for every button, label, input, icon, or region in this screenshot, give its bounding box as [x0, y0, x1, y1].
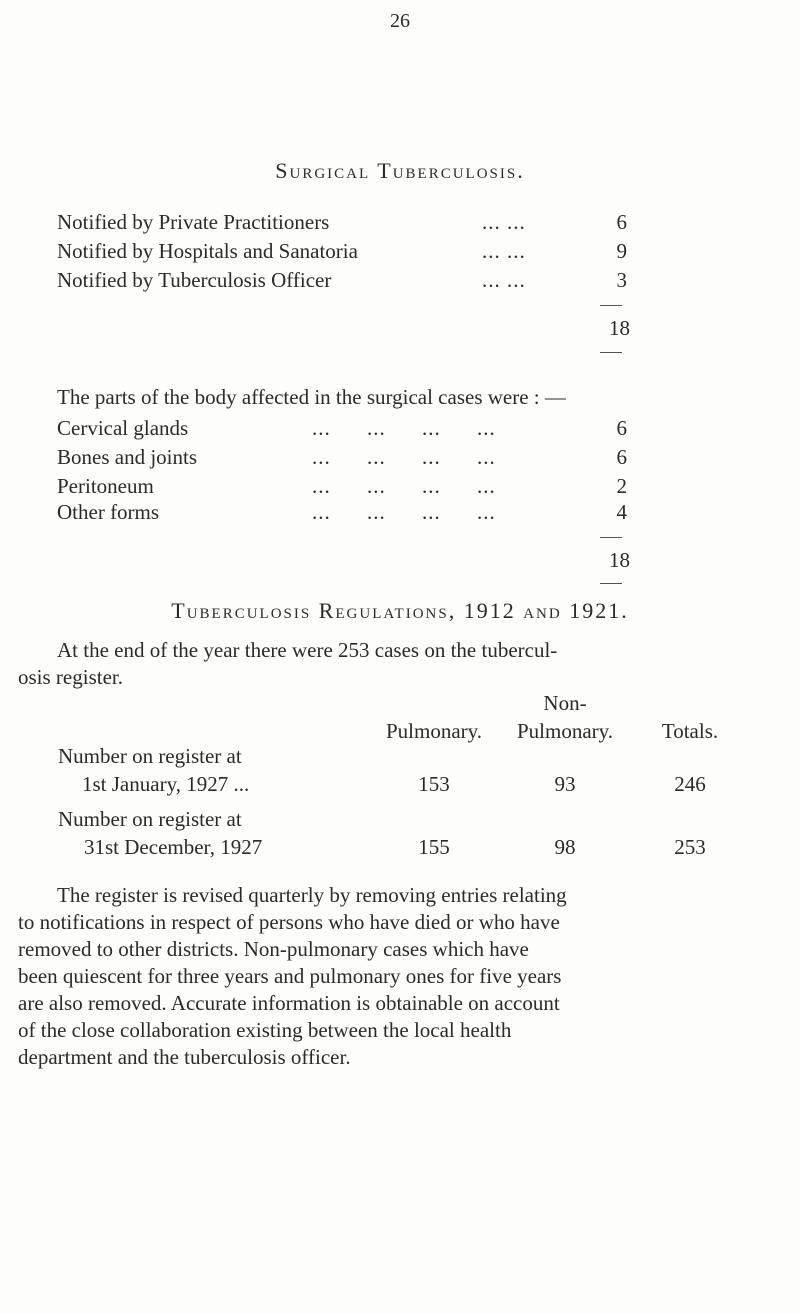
part-label: Peritoneum — [57, 474, 154, 498]
leader-dots: ... ... ... ... — [312, 474, 496, 498]
leader-dots: ... ... — [482, 268, 526, 292]
notified-value: 3 — [616, 268, 627, 292]
cell-total: 253 — [674, 835, 706, 859]
row-label: 1st January, 1927 ... — [82, 772, 250, 796]
part-value: 4 — [616, 500, 627, 524]
paragraph-line: removed to other districts. Non-pulmonary cases which have — [18, 937, 529, 961]
notified-value: 6 — [616, 210, 627, 234]
cell-pulmonary: 153 — [418, 772, 450, 796]
parts-intro: The parts of the body affected in the surgical cases were : — — [57, 385, 566, 409]
notified-label: Notified by Tuberculosis Officer — [57, 268, 332, 292]
paragraph-line: of the close collaboration existing between the local health — [18, 1018, 512, 1042]
header-non-pulmonary: Pulmonary. — [516, 719, 614, 743]
header-non: Non- — [543, 691, 587, 715]
sum-rule — [600, 537, 622, 538]
part-row — [57, 416, 627, 442]
part-row — [57, 474, 627, 500]
cell-pulmonary: 155 — [418, 835, 450, 859]
part-label: Other forms — [57, 500, 160, 524]
header-totals: Totals. — [661, 719, 719, 743]
part-row — [57, 445, 627, 471]
part-label: Cervical glands — [57, 416, 189, 440]
leader-dots: ... ... ... ... — [312, 416, 496, 440]
part-row — [57, 500, 627, 526]
row-label: Number on register at — [58, 744, 242, 768]
notified-label: Notified by Hospitals and Sanatoria — [57, 239, 358, 263]
intro-line: At the end of the year there were 253 cases on the tubercul- — [57, 638, 558, 662]
parts-total: 18 — [609, 548, 630, 572]
leader-dots: ... ... ... ... — [312, 445, 496, 469]
part-value: 2 — [616, 474, 627, 498]
paragraph-line: are also removed. Accurate information is obtainable on account — [18, 991, 560, 1015]
leader-dots: ... ... — [482, 239, 526, 263]
notified-row — [57, 268, 627, 294]
intro-line: osis register. — [18, 665, 123, 689]
sum-rule — [600, 583, 622, 584]
page-number: 26 — [390, 10, 410, 32]
register-paragraph — [18, 882, 788, 1071]
header-pulmonary: Pulmonary. — [385, 719, 483, 743]
notified-label: Notified by Private Practitioners — [57, 210, 330, 234]
notified-row — [57, 210, 627, 236]
regulations-heading: Tuberculosis Regulations, 1912 and 1921. — [171, 598, 629, 623]
part-label: Bones and joints — [57, 445, 197, 469]
part-value: 6 — [616, 416, 627, 440]
cell-non-pulmonary: 98 — [554, 835, 576, 859]
leader-dots: ... ... ... ... — [312, 500, 496, 524]
notified-value: 9 — [616, 239, 627, 263]
notified-row — [57, 239, 627, 265]
cell-non-pulmonary: 93 — [554, 772, 576, 796]
paragraph-line: been quiescent for three years and pulmonary ones for five years — [18, 964, 562, 988]
row-label: Number on register at — [58, 807, 242, 831]
part-value: 6 — [616, 445, 627, 469]
leader-dots: ... ... — [482, 210, 526, 234]
notified-total: 18 — [609, 316, 630, 340]
sum-rule — [600, 305, 622, 306]
surgical-tuberculosis-heading: Surgical Tuberculosis. — [275, 158, 525, 183]
paragraph-line: The register is revised quarterly by removing entries relating — [57, 883, 567, 907]
row-label: 31st December, 1927 — [84, 835, 263, 859]
paragraph-line: department and the tuberculosis officer. — [18, 1045, 351, 1069]
paragraph-line: to notifications in respect of persons who have died or who have — [18, 910, 560, 934]
cell-total: 246 — [674, 772, 706, 796]
sum-rule — [600, 352, 622, 353]
